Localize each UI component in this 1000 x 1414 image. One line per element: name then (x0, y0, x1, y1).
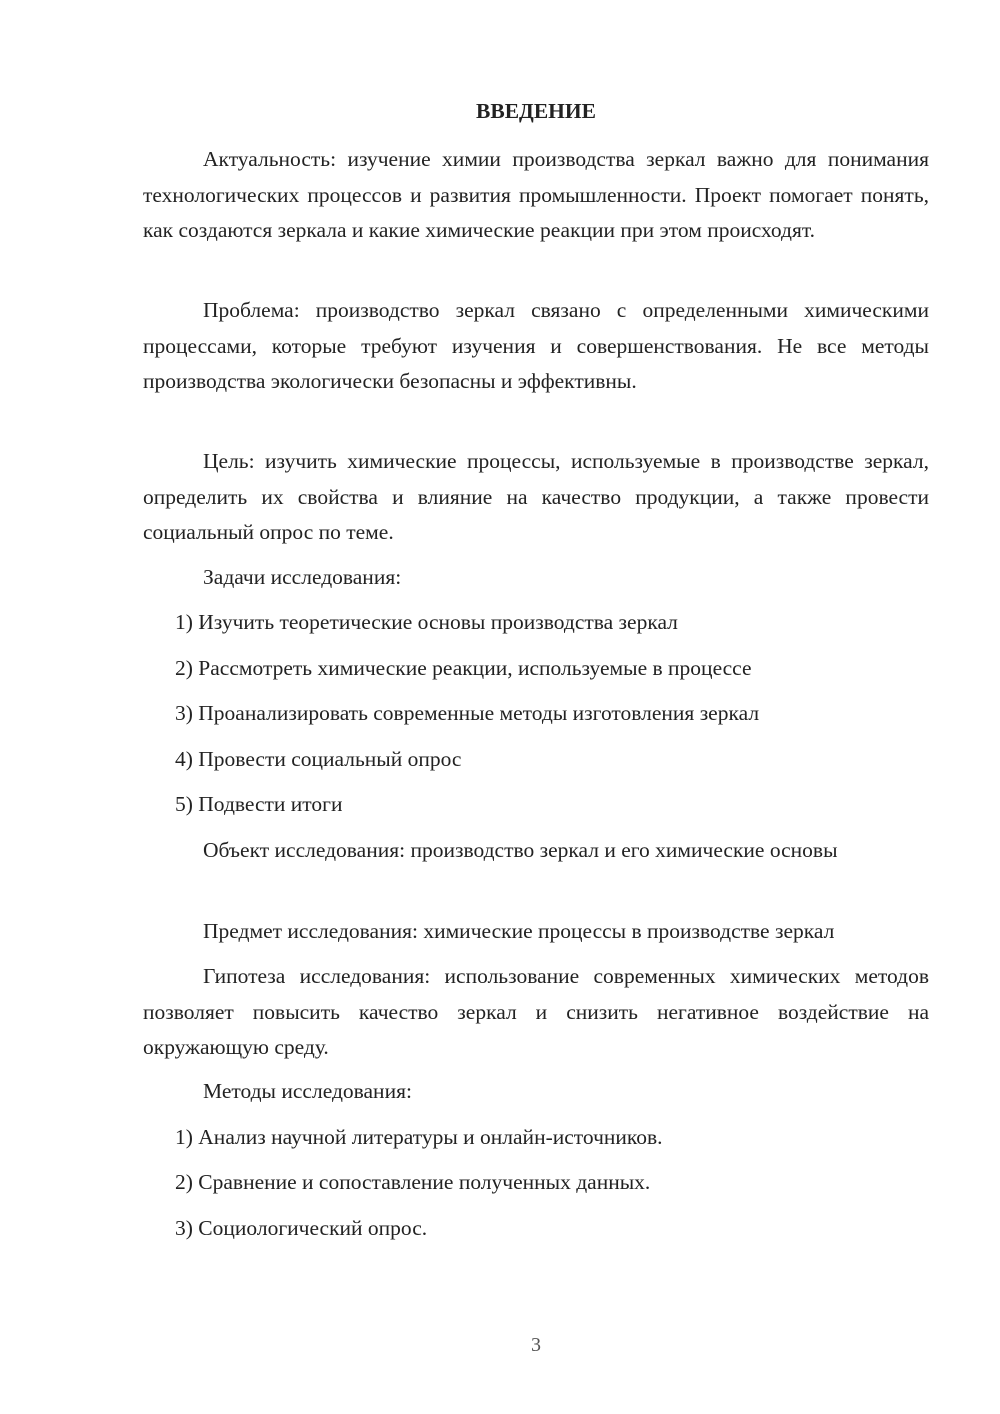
method-item: 1) Анализ научной литературы и онлайн-источников. (175, 1125, 663, 1149)
task-item: 1) Изучить теоретические основы производства зеркал (175, 610, 678, 634)
methods-heading: Методы исследования: (203, 1079, 412, 1103)
subject-paragraph: Предмет исследования: химические процессы в производстве зеркал (203, 919, 835, 943)
method-item: 2) Сравнение и сопоставление полученных данных. (175, 1170, 651, 1194)
relevance-paragraph: Актуальность: изучение химии производства зеркал важно для понимания технологических процессов и развития промышленности. Проект помогает понять, как создаются зеркала и какие химические реакции при этом происходят. (143, 147, 929, 242)
goal-paragraph: Цель: изучить химические процессы, используемые в производстве зеркал, определить их свойства и влияние на качество продукции, а также провести социальный опрос по теме. (143, 449, 929, 544)
task-item: 3) Проанализировать современные методы изготовления зеркал (175, 701, 760, 725)
task-item: 5) Подвести итоги (175, 792, 343, 816)
page-number: 3 (531, 1334, 541, 1356)
method-item: 3) Социологический опрос. (175, 1216, 428, 1240)
object-paragraph: Объект исследования: производство зеркал и его химические основы (203, 838, 838, 862)
problem-paragraph: Проблема: производство зеркал связано с определенными химическими процессами, которые требуют изучения и совершенствования. Не все методы производства экологически безопасны и эффективны. (143, 298, 929, 393)
hypothesis-paragraph: Гипотеза исследования: использование современных химических методов позволяет повысить качество зеркал и снизить негативное воздействие на окружающую среду. (143, 964, 929, 1059)
task-item: 2) Рассмотреть химические реакции, используемые в процессе (175, 656, 752, 680)
task-item: 4) Провести социальный опрос (175, 747, 462, 771)
section-title: ВВЕДЕНИЕ (476, 99, 596, 123)
tasks-heading: Задачи исследования: (203, 565, 402, 589)
